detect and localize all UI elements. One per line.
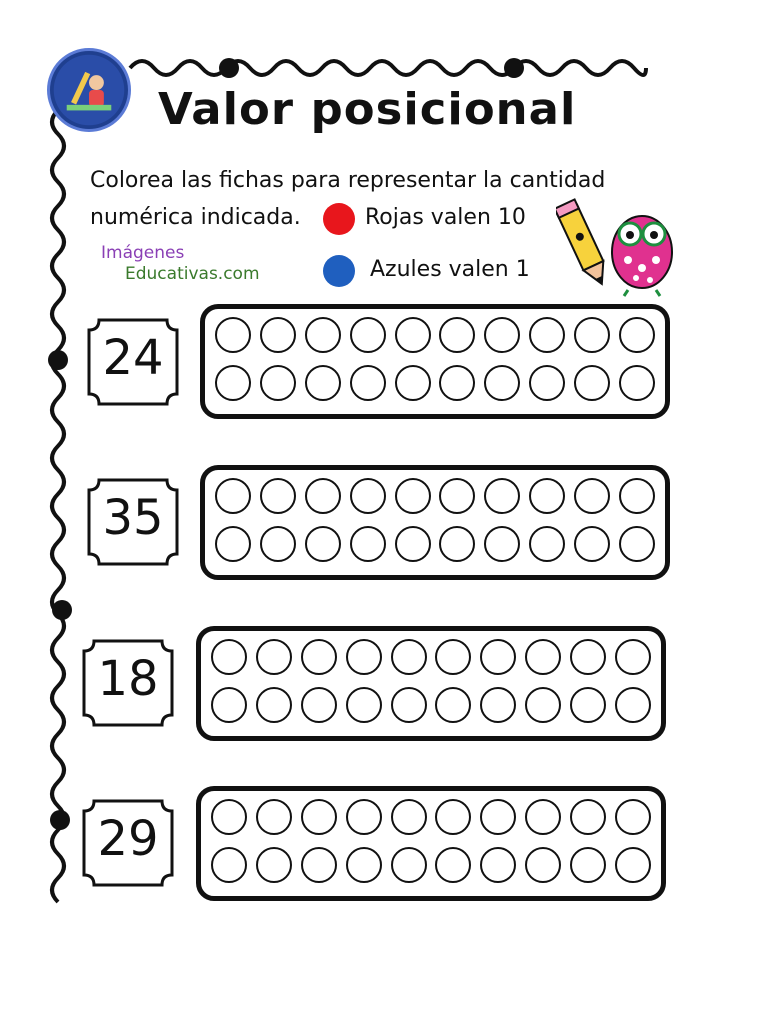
counter-circle[interactable] (395, 365, 431, 401)
legend-blue-label: Azules valen 1 (370, 257, 530, 282)
counter-circle[interactable] (391, 687, 427, 723)
counter-circle[interactable] (256, 639, 292, 675)
counter-circle[interactable] (346, 847, 382, 883)
counter-row (211, 687, 651, 723)
counter-circle[interactable] (439, 478, 475, 514)
counter-circle[interactable] (301, 799, 337, 835)
counter-row (211, 847, 651, 883)
counter-circle[interactable] (395, 478, 431, 514)
counter-row (211, 799, 651, 835)
counter-circle[interactable] (211, 847, 247, 883)
counter-circle[interactable] (391, 799, 427, 835)
target-number: 35 (102, 490, 164, 546)
counter-circle[interactable] (256, 847, 292, 883)
counter-frame (196, 786, 666, 901)
counter-circle[interactable] (480, 639, 516, 675)
blue-counter-icon (323, 255, 355, 287)
counter-circle[interactable] (395, 526, 431, 562)
red-counter-icon (323, 203, 355, 235)
counter-circle[interactable] (305, 317, 341, 353)
counter-circle[interactable] (435, 639, 471, 675)
counter-circle[interactable] (301, 639, 337, 675)
counter-circle[interactable] (615, 687, 651, 723)
counter-circle[interactable] (574, 365, 610, 401)
counter-row (211, 639, 651, 675)
counter-circle[interactable] (574, 478, 610, 514)
counter-circle[interactable] (484, 317, 520, 353)
counter-circle[interactable] (529, 526, 565, 562)
counter-circle[interactable] (350, 526, 386, 562)
counter-circle[interactable] (435, 799, 471, 835)
counter-frame (200, 304, 670, 419)
counter-circle[interactable] (346, 639, 382, 675)
counter-circle[interactable] (305, 365, 341, 401)
counter-circle[interactable] (619, 317, 655, 353)
counter-circle[interactable] (484, 478, 520, 514)
counter-circle[interactable] (350, 478, 386, 514)
border-bead (50, 810, 70, 830)
counter-circle[interactable] (525, 799, 561, 835)
counter-circle[interactable] (211, 799, 247, 835)
counter-circle[interactable] (305, 478, 341, 514)
counter-circle[interactable] (301, 847, 337, 883)
counter-circle[interactable] (301, 687, 337, 723)
counter-circle[interactable] (574, 526, 610, 562)
counter-circle[interactable] (480, 847, 516, 883)
pencil-and-owl-mascot-icon (556, 198, 680, 298)
counter-circle[interactable] (215, 478, 251, 514)
counter-circle[interactable] (435, 847, 471, 883)
counter-circle[interactable] (570, 639, 606, 675)
instruction-line-2: numérica indicada. (90, 205, 301, 230)
counter-circle[interactable] (215, 317, 251, 353)
watermark-line-2: Educativas.com (125, 264, 260, 284)
counter-circle[interactable] (305, 526, 341, 562)
counter-circle[interactable] (484, 526, 520, 562)
counter-circle[interactable] (484, 365, 520, 401)
number-frame (85, 316, 181, 408)
target-number: 29 (97, 811, 159, 867)
counter-circle[interactable] (480, 687, 516, 723)
counter-frame (196, 626, 666, 741)
counter-circle[interactable] (391, 639, 427, 675)
counter-circle[interactable] (211, 639, 247, 675)
counter-circle[interactable] (529, 478, 565, 514)
counter-circle[interactable] (391, 847, 427, 883)
counter-frame (200, 465, 670, 580)
page-title: Valor posicional (158, 84, 577, 135)
border-bead (504, 58, 524, 78)
counter-circle[interactable] (619, 478, 655, 514)
counter-circle[interactable] (215, 526, 251, 562)
counter-circle[interactable] (619, 365, 655, 401)
target-number: 18 (97, 651, 159, 707)
counter-circle[interactable] (439, 317, 475, 353)
counter-circle[interactable] (525, 687, 561, 723)
number-frame (80, 637, 176, 729)
brand-logo (47, 48, 131, 132)
counter-circle[interactable] (211, 687, 247, 723)
border-bead (52, 600, 72, 620)
counter-circle[interactable] (346, 687, 382, 723)
counter-circle[interactable] (574, 317, 610, 353)
counter-circle[interactable] (529, 365, 565, 401)
counter-circle[interactable] (570, 799, 606, 835)
counter-circle[interactable] (480, 799, 516, 835)
counter-circle[interactable] (260, 478, 296, 514)
counter-circle[interactable] (256, 687, 292, 723)
counter-circle[interactable] (570, 687, 606, 723)
counter-circle[interactable] (435, 687, 471, 723)
counter-circle[interactable] (439, 526, 475, 562)
counter-circle[interactable] (350, 365, 386, 401)
counter-row (215, 478, 655, 514)
counter-circle[interactable] (619, 526, 655, 562)
counter-circle[interactable] (350, 317, 386, 353)
number-frame (80, 797, 176, 889)
counter-circle[interactable] (260, 526, 296, 562)
counter-circle[interactable] (260, 317, 296, 353)
counter-circle[interactable] (256, 799, 292, 835)
counter-circle[interactable] (529, 317, 565, 353)
instruction-line-1: Colorea las fichas para representar la cantidad (90, 168, 606, 193)
target-number: 24 (102, 330, 164, 386)
counter-row (215, 526, 655, 562)
number-frame (85, 476, 181, 568)
counter-circle[interactable] (525, 639, 561, 675)
counter-circle[interactable] (615, 847, 651, 883)
counter-circle[interactable] (215, 365, 251, 401)
border-bead (219, 58, 239, 78)
border-bead (48, 350, 68, 370)
counter-circle[interactable] (395, 317, 431, 353)
counter-circle[interactable] (346, 799, 382, 835)
watermark-line-1: Imágenes (101, 243, 185, 263)
counter-circle[interactable] (615, 799, 651, 835)
counter-circle[interactable] (570, 847, 606, 883)
counter-circle[interactable] (439, 365, 475, 401)
counter-circle[interactable] (260, 365, 296, 401)
counter-circle[interactable] (615, 639, 651, 675)
counter-circle[interactable] (525, 847, 561, 883)
counter-row (215, 317, 655, 353)
legend-red-label: Rojas valen 10 (365, 205, 526, 230)
counter-row (215, 365, 655, 401)
